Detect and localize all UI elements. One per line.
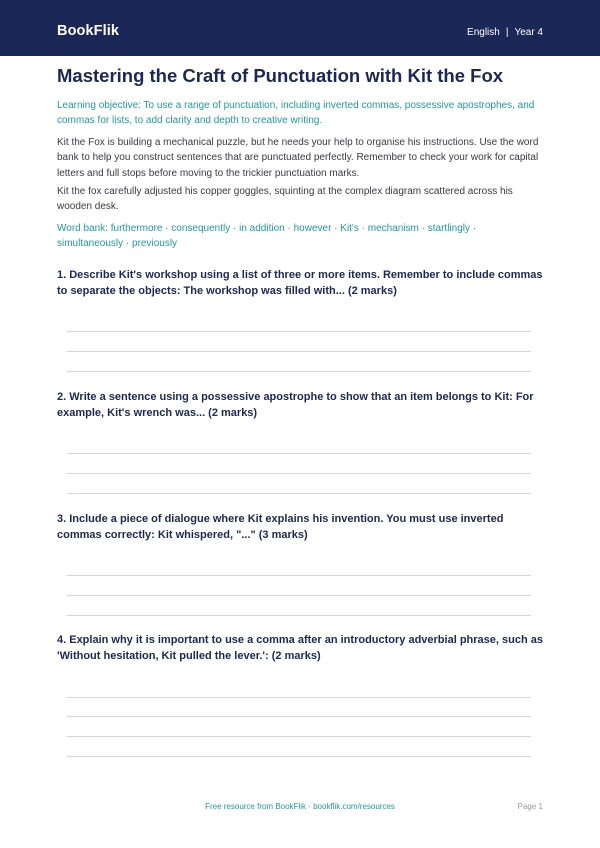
page-title: Mastering the Craft of Punctuation with Kit the Fox bbox=[57, 65, 504, 86]
answer-line[interactable] bbox=[67, 331, 531, 332]
subject-label: English bbox=[467, 27, 500, 38]
intro-paragraph: Kit the Fox is building a mechanical puzzle, but he needs your help to organise his instructions. Use the word bank to help you construct sentences that are punctuated perfectly. Remember to check your work for capital letters and full stops before moving to the trickier punctuation marks. bbox=[57, 137, 539, 179]
question-2: 2. Write a sentence using a possessive apostrophe to show that an item belongs to Kit: For example, Kit's wrench was... (2 marks) bbox=[57, 391, 534, 419]
answer-line[interactable] bbox=[67, 493, 531, 494]
page-number: Page 1 bbox=[517, 802, 543, 811]
answer-line[interactable] bbox=[67, 756, 531, 757]
answer-line[interactable] bbox=[67, 371, 531, 372]
brand-logo: BookFlik bbox=[57, 23, 120, 39]
answer-line[interactable] bbox=[67, 615, 531, 616]
meta-separator: | bbox=[505, 27, 509, 38]
answer-line[interactable] bbox=[67, 473, 531, 474]
answer-line[interactable] bbox=[67, 453, 531, 454]
learning-objective: Learning objective: To use a range of punctuation, including inverted commas, possessive apostrophes, and commas for lists, to add clarity and depth to creative writing. bbox=[57, 100, 535, 127]
context-paragraph: Kit the fox carefully adjusted his copper goggles, squinting at the complex diagram scattered across his wooden desk. bbox=[57, 186, 513, 213]
question-1: 1. Describe Kit's workshop using a list of three or more items. Remember to include commas to separate the objects: The workshop was filled with... (2 marks) bbox=[57, 269, 543, 297]
answer-line[interactable] bbox=[67, 736, 531, 737]
word-bank: Word bank: furthermore · consequently · in addition · however · Kit's · mechanism · startlingly · simultaneously · previously bbox=[57, 223, 477, 250]
question-3: 3. Include a piece of dialogue where Kit explains his invention. You must use inverted commas correctly: Kit whispered, "..." (3 marks) bbox=[57, 513, 504, 541]
answer-line[interactable] bbox=[67, 351, 531, 352]
answer-line[interactable] bbox=[67, 595, 531, 596]
footer-credit-link[interactable]: Free resource from BookFlik · bookflik.com/resources bbox=[205, 802, 395, 811]
subject-year-label bbox=[467, 27, 543, 38]
year-label: Year 4 bbox=[514, 27, 543, 38]
answer-line[interactable] bbox=[67, 716, 531, 717]
answer-line[interactable] bbox=[67, 697, 531, 698]
answer-line[interactable] bbox=[67, 575, 531, 576]
page-header bbox=[0, 0, 600, 56]
question-4: 4. Explain why it is important to use a comma after an introductory adverbial phrase, such as 'Without hesitation, Kit pulled the lever.': (2 marks) bbox=[57, 634, 543, 662]
